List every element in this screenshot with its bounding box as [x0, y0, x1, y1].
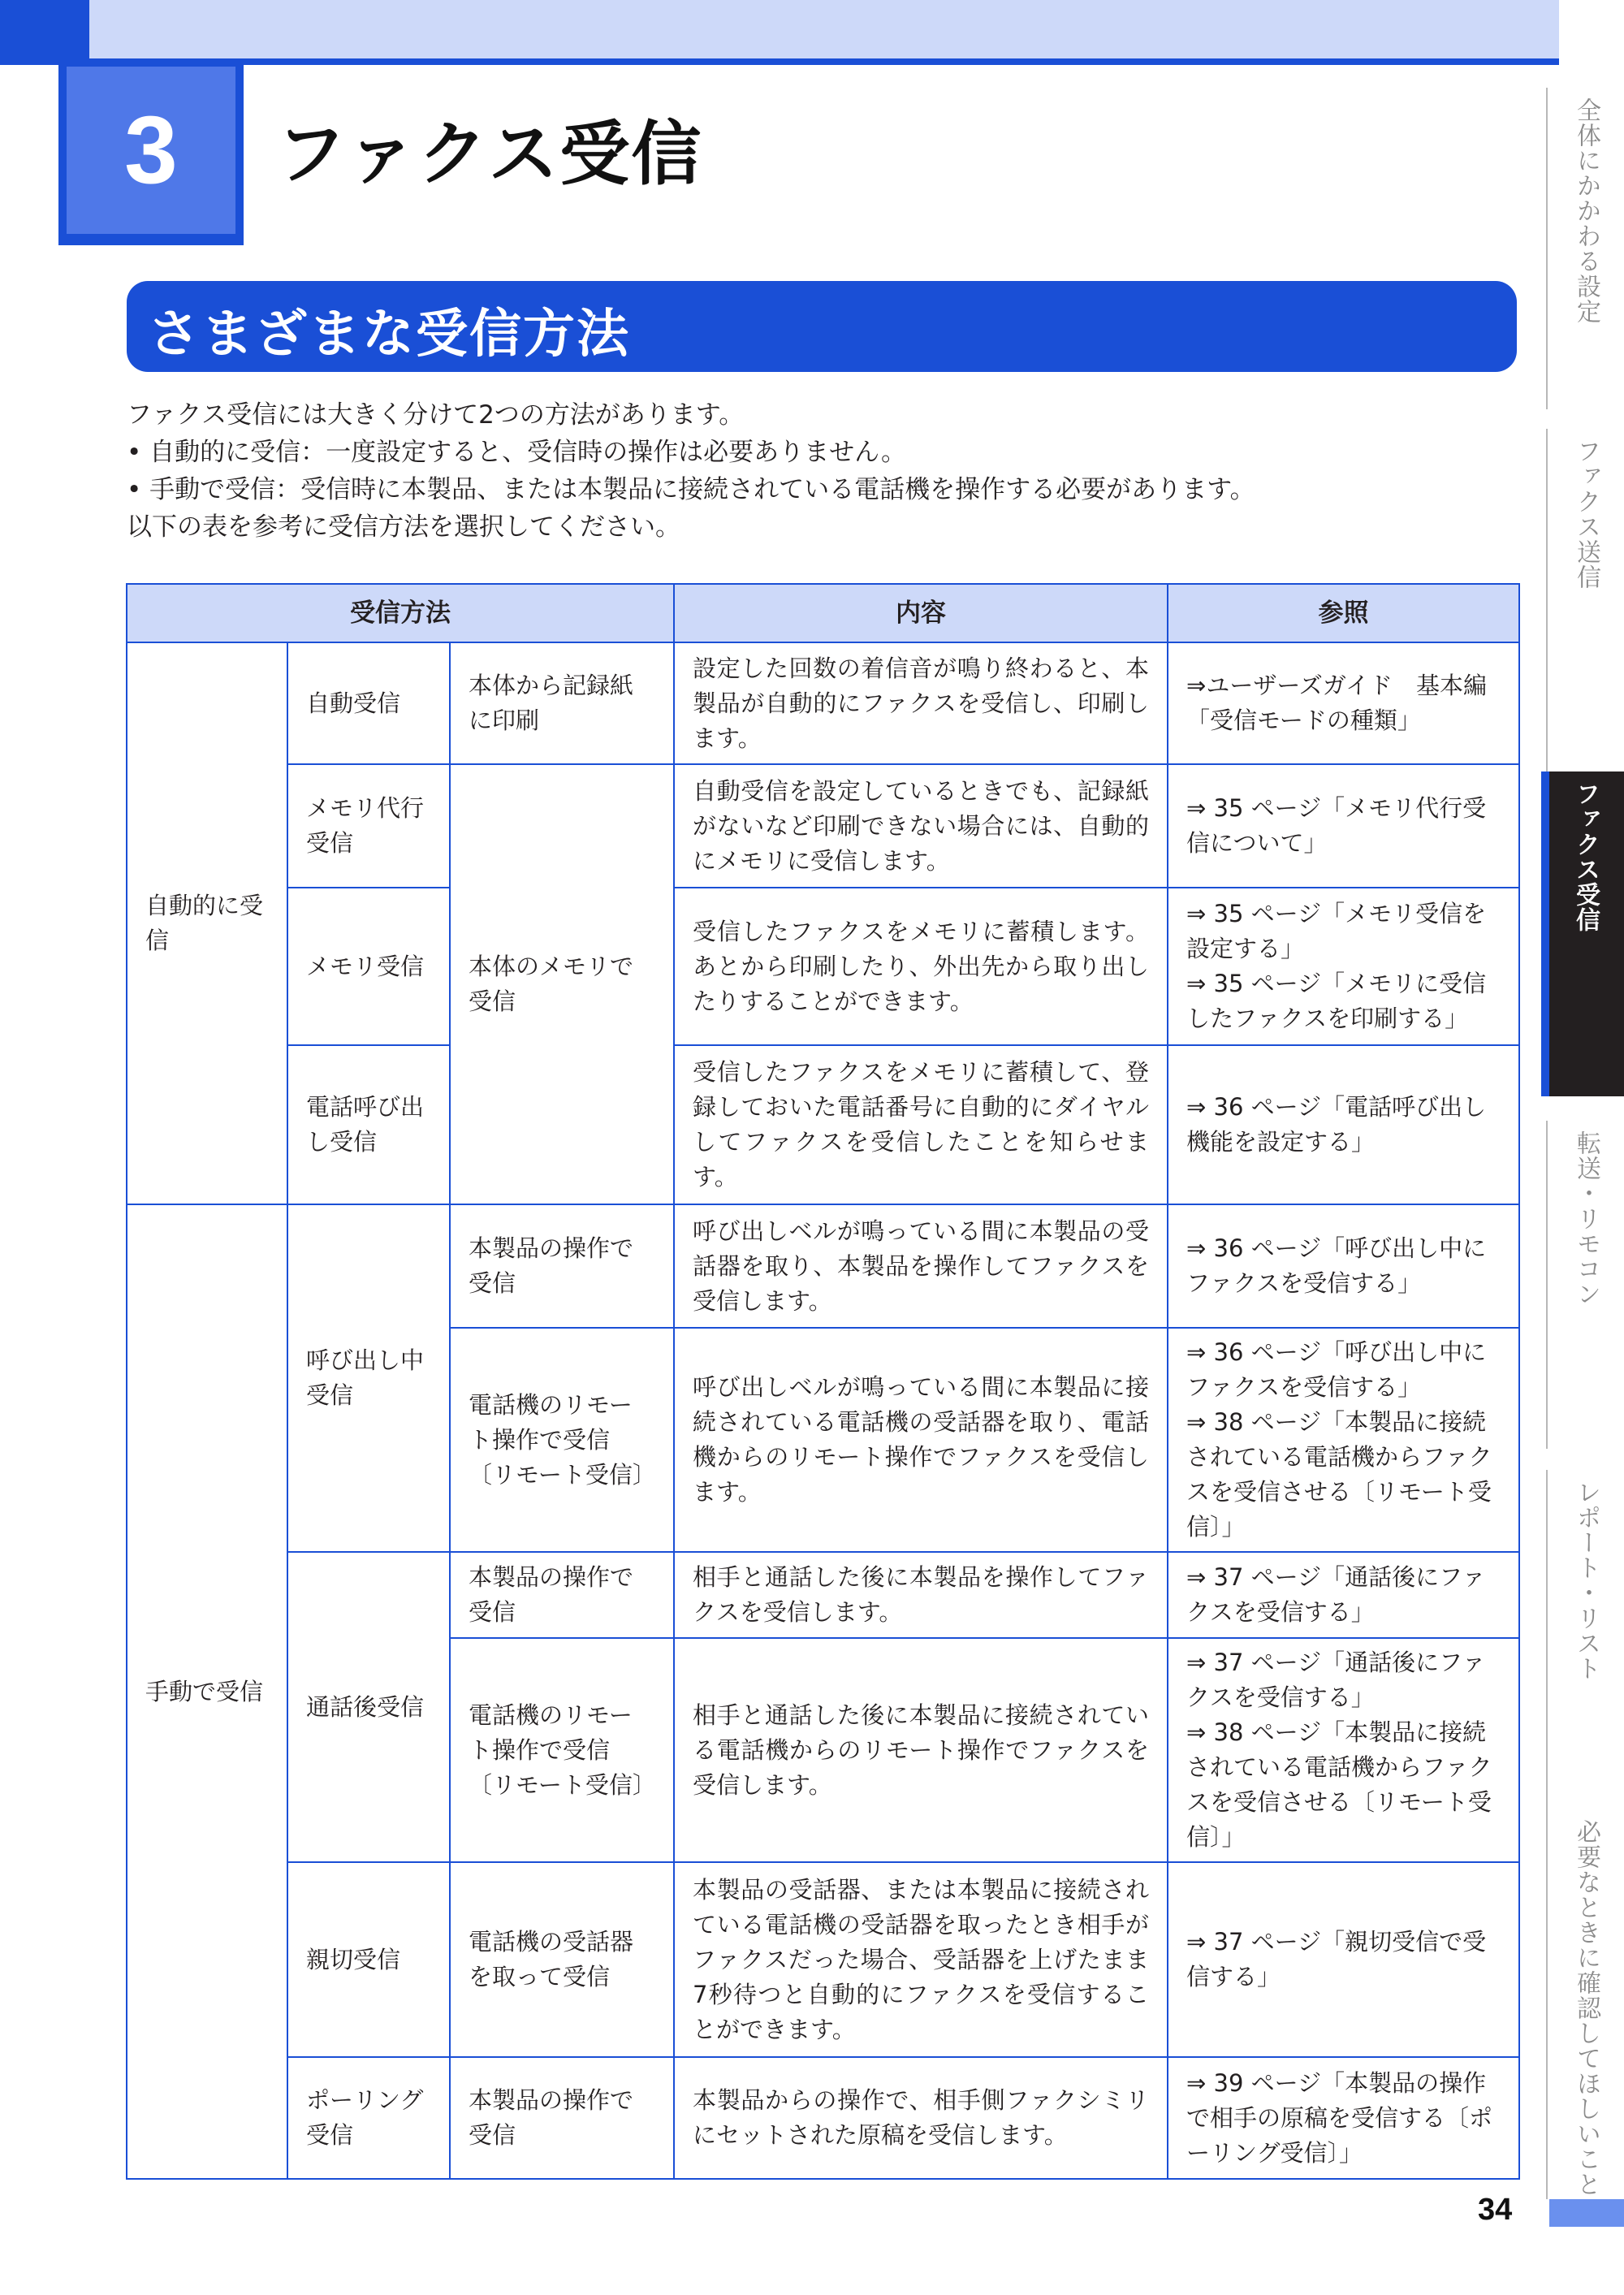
table-row: [127, 642, 1519, 764]
method-sub: 本体から記録紙に印刷: [450, 642, 674, 764]
method-type: 電話呼び出し受信: [287, 1045, 450, 1204]
method-content: 呼び出しベルが鳴っている間に本製品に接続されている電話機の受話器を取り、電話機からのリモート操作でファクスを受信します。: [674, 1328, 1168, 1552]
header-reference: 参照: [1168, 584, 1519, 642]
header-content: 内容: [674, 584, 1168, 642]
method-sub: 電話機の受話器を取って受信: [450, 1862, 674, 2057]
top-left-accent: [0, 0, 89, 65]
method-type: 親切受信: [287, 1862, 450, 2057]
side-tab-label: ファクス受信: [1571, 781, 1600, 932]
method-reference: ⇒ 36 ページ「呼び出し中にファクスを受信する」: [1168, 1204, 1519, 1328]
side-tab-fax-receive[interactable]: [1546, 771, 1624, 1096]
top-band: [0, 0, 1559, 62]
method-type: 自動受信: [287, 642, 450, 764]
table-row: [127, 888, 1519, 1045]
method-reference: ⇒ 37 ページ「通話後にファクスを受信する」 ⇒ 38 ページ「本製品に接続されている電話機からファクスを受信させる〔リモート受信〕」: [1168, 1638, 1519, 1862]
method-type: メモリ受信: [287, 888, 450, 1045]
side-tab-troubleshooting[interactable]: [1546, 1809, 1624, 2199]
intro-line: 以下の表を参考に受信方法を選択してください。: [127, 512, 680, 542]
header-method: 受信方法: [127, 584, 674, 642]
side-tab-forward-remote[interactable]: [1546, 1121, 1624, 1449]
method-reference: ⇒ 37 ページ「通話後にファクスを受信する」: [1168, 1552, 1519, 1638]
intro-bullet-auto: • 自動的に受信：一度設定すると、受信時の操作は必要ありません。: [127, 438, 906, 467]
table-row: [127, 1045, 1519, 1204]
side-tab-label: ファクス送信: [1572, 439, 1600, 590]
method-sub: 本体のメモリで受信: [450, 764, 674, 1204]
method-content: 自動受信を設定しているときでも、記録紙がないなど印刷できない場合には、自動的にメモリに受信します。: [674, 764, 1168, 888]
method-sub: 本製品の操作で受信: [450, 2057, 674, 2179]
method-sub: 電話機のリモート操作で受信〔リモート受信〕: [450, 1328, 674, 1552]
table-header-row: [127, 584, 1519, 642]
method-content: 受信したファクスをメモリに蓄積します。あとから印刷したり、外出先から取り出したりすることができます。: [674, 888, 1168, 1045]
table-row: [127, 1552, 1519, 1638]
method-reference: ⇒ 35 ページ「メモリ代行受信について」: [1168, 764, 1519, 888]
method-reference: ⇒ 35 ページ「メモリ受信を設定する」 ⇒ 35 ページ「メモリに受信したファクスを印刷する」: [1168, 888, 1519, 1045]
method-type: 通話後受信: [287, 1552, 450, 1862]
method-sub: 本製品の操作で受信: [450, 1552, 674, 1638]
method-type: 呼び出し中受信: [287, 1204, 450, 1552]
side-tab-general-settings[interactable]: [1546, 88, 1624, 409]
chapter-number: 3: [124, 97, 178, 204]
reception-methods-table: [126, 583, 1520, 2180]
method-reference: ⇒ユーザーズガイド 基本編「受信モードの種類」: [1168, 642, 1519, 764]
intro-text: [127, 396, 1255, 546]
section-title: さまざまな受信方法: [148, 305, 630, 365]
intro-bullet-manual: • 手動で受信：受信時に本製品、または本製品に接続されている電話機を操作する必要があります。: [127, 475, 1255, 504]
side-tab-label: 転送・リモコン: [1572, 1130, 1600, 1307]
method-sub: 電話機のリモート操作で受信〔リモート受信〕: [450, 1638, 674, 1862]
method-reference: ⇒ 36 ページ「呼び出し中にファクスを受信する」 ⇒ 38 ページ「本製品に接続されている電話機からファクスを受信させる〔リモート受信〕」: [1168, 1328, 1519, 1552]
chapter-title: ファクス受信: [276, 114, 703, 195]
intro-line: ファクス受信には大きく分けて2つの方法があります。: [127, 400, 745, 430]
method-content: 相手と通話した後に本製品に接続されている電話機からのリモート操作でファクスを受信します。: [674, 1638, 1168, 1862]
side-tab-label: 全体にかかわる設定: [1572, 97, 1600, 324]
method-content: 相手と通話した後に本製品を操作してファクスを受信します。: [674, 1552, 1168, 1638]
method-content: 本製品からの操作で、相手側ファクシミリにセットされた原稿を受信します。: [674, 2057, 1168, 2179]
chapter-badge: [67, 67, 235, 234]
method-content: 本製品の受話器、または本製品に接続されている電話機の受話器を取ったとき相手がファクスだった場合、受話器を上げたまま7秒待つと自動的にファクスを受信することができます。: [674, 1862, 1168, 2057]
page-number-marker: [1549, 2199, 1624, 2227]
side-tab-reports-lists[interactable]: [1546, 1470, 1624, 1868]
method-reference: ⇒ 36 ページ「電話呼び出し機能を設定する」: [1168, 1045, 1519, 1204]
active-tab-marker: [1541, 771, 1549, 1096]
table-row: [127, 2057, 1519, 2179]
method-content: 設定した回数の着信音が鳴り終わると、本製品が自動的にファクスを受信し、印刷します。: [674, 642, 1168, 764]
side-tab-label: 必要なときに確認してほしいこと: [1572, 1819, 1600, 2197]
method-type: ポーリング受信: [287, 2057, 450, 2179]
group-auto: 自動的に受信: [127, 642, 287, 1204]
table-row: [127, 764, 1519, 888]
method-content: 呼び出しベルが鳴っている間に本製品の受話器を取り、本製品を操作してファクスを受信します。: [674, 1204, 1168, 1328]
method-reference: ⇒ 39 ページ「本製品の操作で相手の原稿を受信する〔ポーリング受信〕」: [1168, 2057, 1519, 2179]
method-content: 受信したファクスをメモリに蓄積して、登録しておいた電話番号に自動的にダイヤルしてファクスを受信したことを知らせます。: [674, 1045, 1168, 1204]
method-reference: ⇒ 37 ページ「親切受信で受信する」: [1168, 1862, 1519, 2057]
page-number: 34: [1478, 2193, 1513, 2227]
group-manual: 手動で受信: [127, 1204, 287, 2179]
table-row: [127, 1862, 1519, 2057]
method-type: メモリ代行受信: [287, 764, 450, 888]
method-sub: 本製品の操作で受信: [450, 1204, 674, 1328]
side-tab-label: レポート・リスト: [1572, 1480, 1600, 1681]
table-row: [127, 1204, 1519, 1328]
